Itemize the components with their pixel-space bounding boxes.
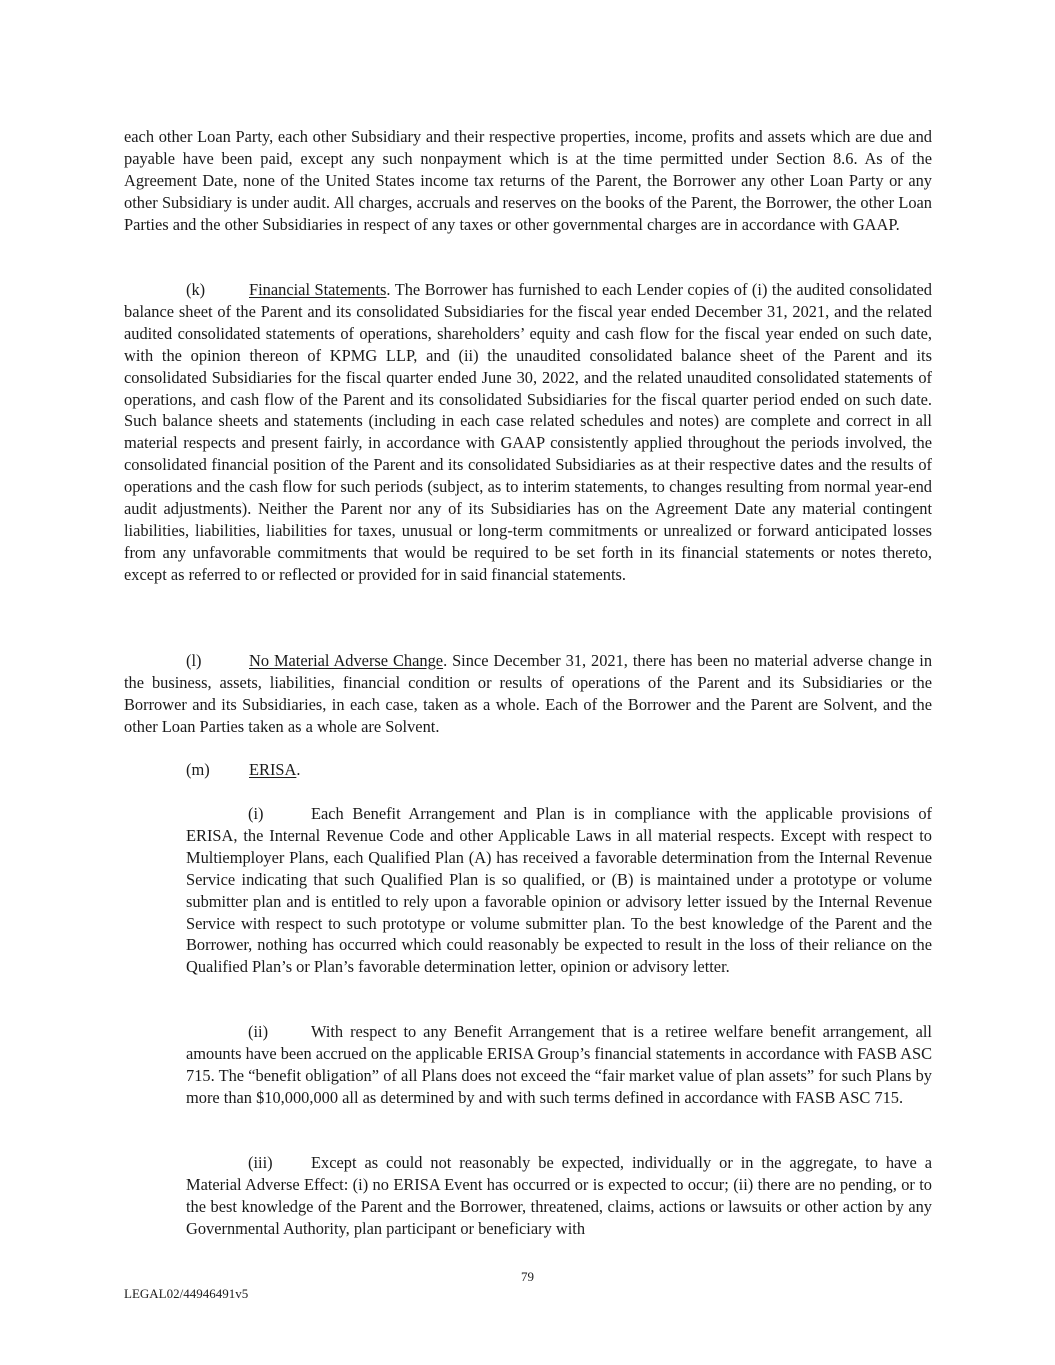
section-label-k: (k) [186,280,206,299]
heading-financial-statements: Financial Statements [249,280,387,299]
paragraph-m-text: . [296,760,301,779]
paragraph-intro [124,126,932,236]
document-id: LEGAL02/44946491v5 [124,1286,249,1301]
paragraph-m [124,759,932,781]
paragraph-m-i-text: Each Benefit Arrangement and Plan is in compliance with the applicable provisions of ERISA, the Internal Revenue Code and other Applicable Laws in all material respects. Except with respect to Multiemployer Plans, each Qualified Plan (A) has received a favorable determination from the Internal Revenue Service indicating that such Qualified Plan is so qualified, or (B) is maintained under a prototype or volume submitter plan and is entitled to rely upon a favorable opinion or advisory letter issued by the Internal Revenue Service with respect to such prototype or volume submitter plan. To the best knowledge of the Parent and the Borrower, nothing has occurred which could reasonably be expected to result in the loss of their reliance on the Qualified Plan’s or Plan’s favorable determination letter, opinion or advisory letter. [186,804,932,977]
section-label-m-i: (i) [248,804,264,823]
paragraph-l [124,650,932,738]
heading-no-material-adverse-change: No Material Adverse Change [249,651,444,670]
page-number: 79 [521,1269,534,1284]
heading-erisa: ERISA [249,760,297,779]
section-label-m: (m) [186,760,210,779]
paragraph-m-iii-text: Except as could not reasonably be expected, individually or in the aggregate, to have a Material Adverse Effect: (i) no ERISA Event has occurred or is expected to occur; (ii) there are no pending, or to the best knowledge of the Parent and the Borrower, threatened, claims, actions or lawsuits or other action by any Governmental Authority, plan participant or beneficiary with [186,1153,932,1238]
section-label-m-ii: (ii) [248,1022,269,1041]
paragraph-m-ii-text: With respect to any Benefit Arrangement that is a retiree welfare benefit arrangement, all amounts have been accrued on the applicable ERISA Group’s financial statements in accordance with FASB ASC 715. The “benefit obligation” of all Plans does not exceed the “fair market value of plan assets” for such Plans by more than $10,000,000 all as determined by and with such terms defined in accordance with FASB ASC 715. [186,1022,932,1107]
intro-text: each other Loan Party, each other Subsidiary and their respective properties, income, profits and assets which are due and payable have been paid, except any such nonpayment which is at the time permitted under Section 8.6. As of the Agreement Date, none of the United States income tax returns of the Parent, the Borrower any other Loan Party or any other Subsidiary is under audit. All charges, accruals and reserves on the books of the Parent, the Borrower, the other Loan Parties and the other Subsidiaries in respect of any taxes or other governmental charges are in accordance with GAAP. [124,127,932,234]
paragraph-m-iii [186,1152,932,1240]
paragraph-m-i [186,803,932,978]
paragraph-k-text: . The Borrower has furnished to each Lender copies of (i) the audited consolidated balance sheet of the Parent and its consolidated Subsidiaries for the fiscal year ended December 31, 2021, and the related audited consolidated statements of operations, shareholders’ equity and cash flow for the fiscal year ended on such date, with the opinion thereon of KPMG LLP, and (ii) the unaudited consolidated balance sheet of the Parent and its consolidated Subsidiaries for the fiscal quarter ended June 30, 2022, and the related unaudited consolidated statements of operations, and cash flow of the Parent and its consolidated Subsidiaries for the fiscal quarter period ended on such date. Such balance sheets and statements (including in each case related schedules and notes) are complete and correct in all material respects and present fairly, in accordance with GAAP consistently applied throughout the periods involved, the consolidated financial position of the Parent and its consolidated Subsidiaries as at their respective dates and the results of operations and the cash flow for such periods (subject, as to interim statements, to changes resulting from normal year-end audit adjustments). Neither the Parent nor any of its Subsidiaries has on the Agreement Date any material contingent liabilities, liabilities, liabilities for taxes, unusual or long-term commitments or unrealized or forward anticipated losses from any unfavorable commitments that would be required to be set forth in its financial statements or notes thereto, except as referred to or reflected or provided for in said financial statements. [124,280,933,584]
section-label-m-iii: (iii) [248,1153,273,1172]
paragraph-m-ii [186,1021,932,1109]
paragraph-l-text: . Since December 31, 2021, there has been no material adverse change in the business, assets, liabilities, financial condition or results of operations of the Parent and its Subsidiaries or the Borrower and its Subsidiaries, in each case, taken as a whole. Each of the Borrower and the Parent are Solvent, and the other Loan Parties taken as a whole are Solvent. [124,651,933,736]
section-label-l: (l) [186,651,202,670]
paragraph-k [124,279,932,586]
